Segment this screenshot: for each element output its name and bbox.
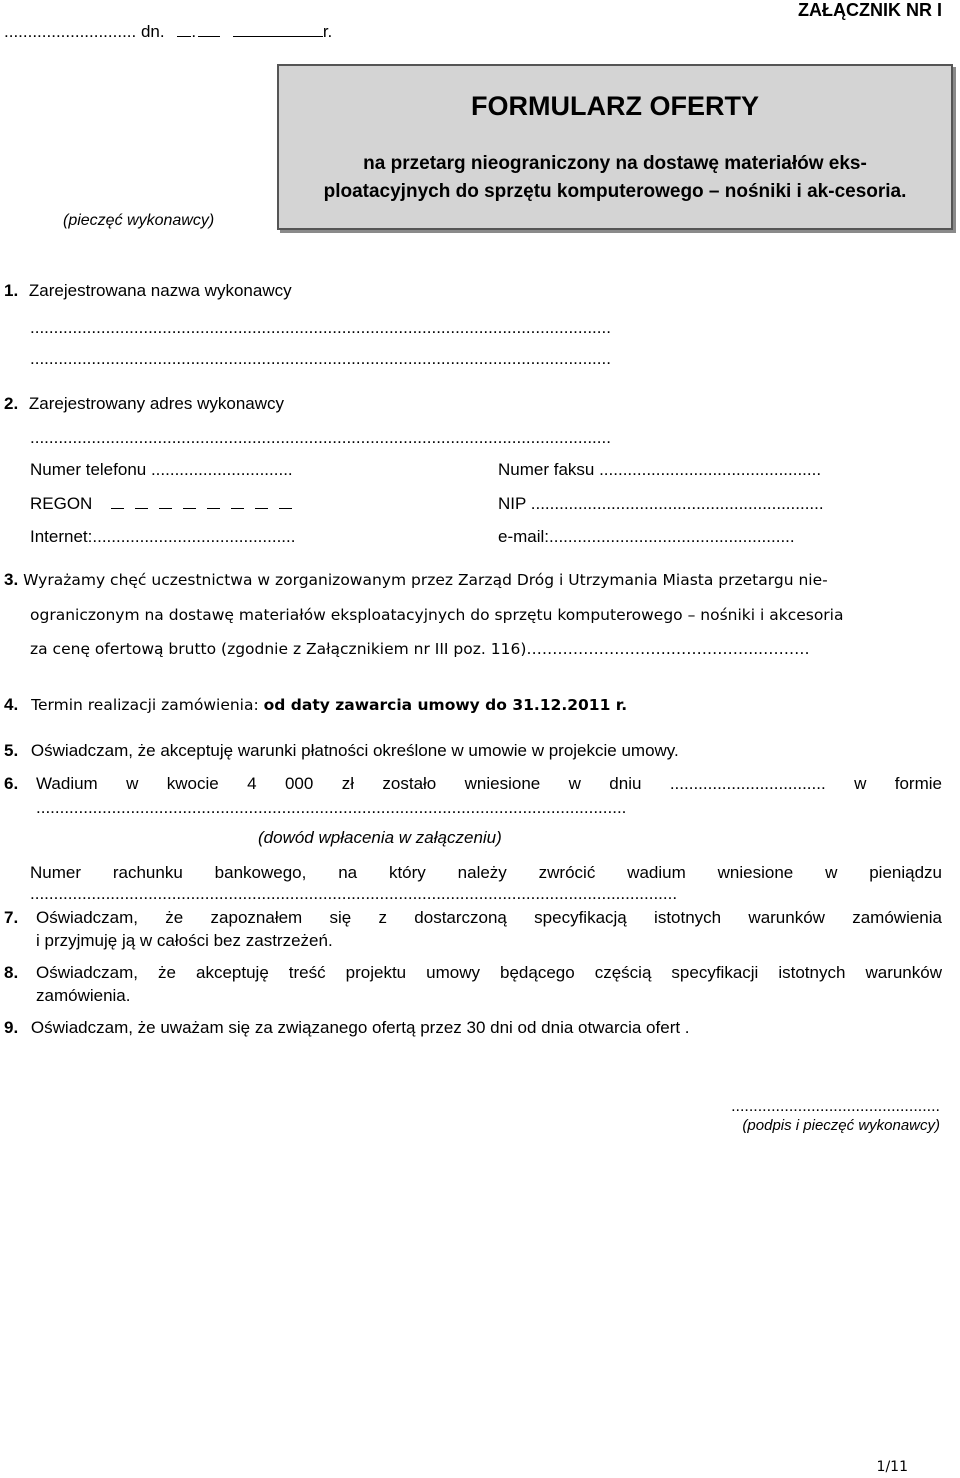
fax-field: Numer faksu ............................................... <box>498 460 822 479</box>
regon-field <box>30 494 303 514</box>
date-day-blank <box>177 24 191 37</box>
section-1-line-1: ........................................................................................................................... <box>30 318 611 337</box>
section-4-text: Termin realizacji zamówienia: <box>31 696 259 714</box>
section-3-line-2: ograniczonym na dostawę materiałów eksploatacyjnych do sprzętu komputerowego – nośniki i akcesoria <box>30 606 844 624</box>
section-7-number: 7. <box>4 908 19 927</box>
signature-dots: ............................................... <box>731 1098 940 1115</box>
section-5 <box>4 741 679 761</box>
email-field: e-mail:.................................................... <box>498 527 795 546</box>
section-8-line-1: Oświadczam, że akceptuję treść projektu umowy będącego częścią specyfikacji istotnych warunków <box>36 963 942 982</box>
regon-digit-blank <box>255 496 268 509</box>
regon-digit-blank <box>183 496 196 509</box>
section-3-line-1 <box>4 570 828 590</box>
regon-digit-blank <box>279 496 292 509</box>
section-1-line-2: ........................................................................................................................... <box>30 349 611 368</box>
title-box <box>277 64 953 230</box>
section-9-text: Oświadczam, że uważam się za związanego ofertą przez 30 dni od dnia otwarcia ofert . <box>30 1018 690 1037</box>
stamp-label: (pieczęć wykonawcy) <box>63 212 215 229</box>
annex-label: ZAŁĄCZNIK NR I <box>798 0 942 20</box>
date-line-sep: . <box>191 22 197 41</box>
section-2-number: 2. <box>4 394 19 413</box>
section-7-line-1: Oświadczam, że zapoznałem się z dostarczoną specyfikacją istotnych warunków zamówienia <box>36 908 942 927</box>
section-2-heading <box>4 394 284 414</box>
section-1-number: 1. <box>4 281 19 300</box>
regon-digit-blank <box>111 496 124 509</box>
section-4-number: 4. <box>4 695 19 714</box>
phone-field: Numer telefonu .............................. <box>30 460 293 479</box>
section-2-line-1: ........................................................................................................................... <box>30 428 611 447</box>
form-title: FORMULARZ OFERTY <box>471 91 759 121</box>
section-8-number: 8. <box>4 963 19 982</box>
date-line <box>4 22 332 42</box>
section-5-text: Oświadczam, że akceptuję warunki płatności określone w umowie w projekcie umowy. <box>30 741 679 760</box>
regon-digit-blank <box>135 496 148 509</box>
section-6-line-2: ............................................................................................................................. <box>36 798 627 817</box>
signature-label: (podpis i pieczęć wykonawcy) <box>742 1117 940 1134</box>
section-3-text-1: Wyrażamy chęć uczestnictwa w zorganizowanym przez Zarząd Dróg i Utrzymania Miasta przetargu nie- <box>23 571 828 589</box>
date-year-blank <box>233 24 323 37</box>
regon-digit-blank <box>207 496 220 509</box>
section-3-number: 3. <box>4 570 19 589</box>
form-subtitle: na przetarg nieograniczony na dostawę materiałów eks-ploatacyjnych do sprzętu komputerowego – nośniki i ak-cesoria. <box>323 153 907 202</box>
bank-account-line: Numer rachunku bankowego, na który należy zwrócić wadium wniesione w pieniądzu <box>30 863 942 882</box>
date-line-r: r. <box>322 22 333 41</box>
section-4-deadline: od daty zawarcia umowy do 31.12.2011 r. <box>263 696 628 714</box>
regon-digit-blank <box>159 496 172 509</box>
section-1-heading <box>4 281 292 301</box>
section-3-line-3: za cenę ofertową brutto (zgodnie z Załącznikiem nr III poz. 116)……………………….……………...……… <box>30 640 810 658</box>
section-9-number: 9. <box>4 1018 19 1037</box>
page-number: 1/11 <box>876 1459 908 1475</box>
section-6-number: 6. <box>4 774 19 793</box>
date-month-blank <box>198 24 220 37</box>
regon-digit-blank <box>231 496 244 509</box>
payment-proof-note: (dowód wpłacenia w załączeniu) <box>258 828 502 847</box>
nip-field: NIP .............................................................. <box>498 494 824 513</box>
section-5-number: 5. <box>4 741 19 760</box>
date-line-dots: ............................ dn. <box>4 22 165 41</box>
section-9 <box>4 1018 690 1038</box>
regon-blanks <box>111 494 303 513</box>
section-6-line-1: Wadium w kwocie 4 000 zł zostało wniesione w dniu ................................. w formie <box>36 774 942 793</box>
regon-label: REGON <box>30 494 93 513</box>
section-8-line-2: zamówienia. <box>36 986 131 1005</box>
section-4 <box>4 695 627 715</box>
section-1-label: Zarejestrowana nazwa wykonawcy <box>28 281 292 300</box>
internet-field: Internet:........................................... <box>30 527 296 546</box>
bank-account-dots: ......................................................................................................................................... <box>30 884 678 903</box>
section-7-line-2: i przyjmuję ją w całości bez zastrzeżeń. <box>36 931 333 950</box>
section-2-label: Zarejestrowany adres wykonawcy <box>28 394 285 413</box>
